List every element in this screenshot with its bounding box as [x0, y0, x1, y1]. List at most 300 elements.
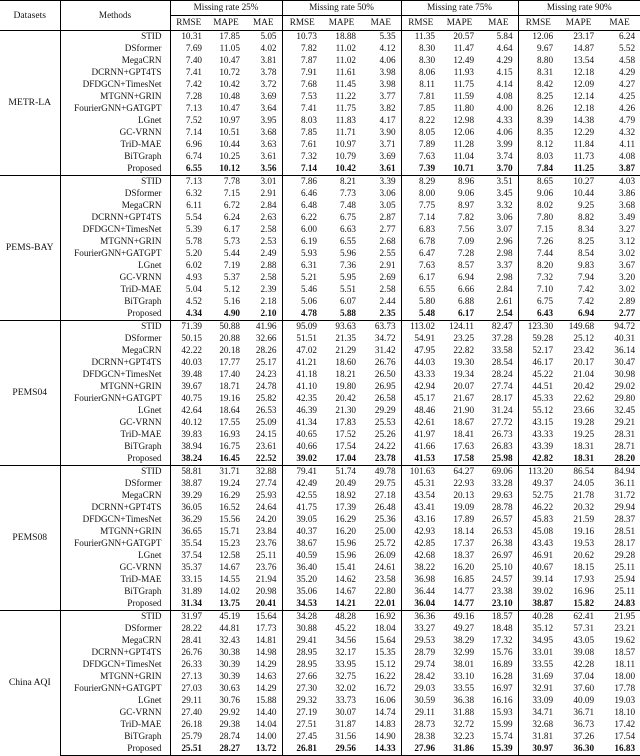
- metric-value: 7.28: [185, 91, 202, 102]
- metric-value: 3.98: [361, 67, 401, 79]
- metric-value: 36.36: [401, 611, 440, 624]
- metric-value: 43.33: [532, 429, 554, 440]
- metric-value: 39.83: [181, 429, 202, 440]
- metric-value: 33.09: [532, 695, 554, 706]
- metric-value: 41.66: [414, 441, 436, 452]
- metric-value: 2.18: [245, 296, 282, 308]
- metric-value: 19.03: [614, 695, 636, 706]
- metric-value: 36.98: [414, 574, 436, 585]
- method-name: Proposed: [60, 598, 170, 611]
- metric-value: 17.58: [453, 453, 475, 464]
- metric-value: 6.11: [186, 200, 202, 211]
- metric-value: 17.39: [335, 502, 357, 513]
- method-name: MegaCRN: [60, 55, 170, 67]
- metric-value: 30.88: [296, 623, 318, 634]
- metric-value: 59.28: [532, 333, 554, 344]
- metric-header: MAPE: [207, 16, 245, 31]
- metric-value: 36.29: [181, 514, 202, 525]
- metric-value: 35.06: [296, 586, 318, 597]
- metric-value: 52.75: [532, 490, 554, 501]
- metric-value: 23.61: [245, 441, 282, 453]
- metric-value: 10.47: [219, 103, 240, 114]
- metric-value: 36.65: [181, 526, 202, 537]
- metric-value: 51.51: [296, 333, 318, 344]
- metric-value: 25.93: [245, 490, 282, 502]
- metric-value: 4.06: [361, 55, 401, 67]
- metric-value: 2.35: [361, 308, 401, 321]
- metric-value: 22.93: [453, 478, 475, 489]
- metric-value: 33.01: [532, 647, 554, 658]
- metric-value: 13.54: [573, 55, 595, 66]
- metric-value: 42.85: [414, 538, 436, 549]
- table-row: [0, 393, 640, 405]
- table-row: [0, 79, 640, 91]
- metric-value: 8.57: [457, 260, 475, 271]
- table-row: [0, 695, 640, 707]
- metric-value: 11.84: [573, 139, 595, 150]
- metric-value: 3.27: [619, 224, 636, 235]
- metric-value: 20.42: [573, 381, 595, 392]
- metric-value: 7.42: [577, 296, 595, 307]
- metric-value: 18.57: [479, 611, 518, 624]
- metric-value: 25.98: [479, 453, 518, 466]
- metric-value: 11.61: [335, 67, 357, 78]
- table-row: [0, 623, 640, 635]
- metric-value: 29.02: [614, 381, 636, 392]
- metric-value: 14.63: [245, 671, 282, 683]
- metric-value: 27.03: [181, 683, 202, 694]
- metric-value: 17.54: [614, 731, 636, 742]
- metric-value: 46.39: [296, 405, 318, 416]
- metric-value: 6.55: [418, 284, 436, 295]
- metric-value: 45.83: [532, 514, 554, 525]
- metric-value: 95.09: [282, 321, 322, 334]
- metric-value: 6.47: [418, 248, 436, 259]
- metric-value: 18.31: [573, 441, 595, 452]
- metric-value: 9.25: [577, 200, 595, 211]
- metric-value: 15.64: [361, 635, 401, 647]
- table-row: [0, 490, 640, 502]
- metric-value: 3.39: [361, 176, 401, 189]
- metric-value: 36.71: [573, 707, 595, 718]
- metric-value: 7.32: [300, 151, 318, 162]
- metric-header: RMSE: [170, 16, 207, 31]
- metric-value: 40.65: [296, 429, 318, 440]
- metric-value: 3.69: [361, 151, 401, 163]
- metric-value: 11.59: [453, 91, 475, 102]
- metric-value: 5.16: [223, 296, 240, 307]
- metric-value: 40.37: [296, 526, 318, 537]
- metric-value: 27.66: [296, 671, 318, 682]
- metric-value: 29.11: [181, 695, 202, 706]
- metric-value: 8.31: [536, 67, 554, 78]
- metric-value: 39.14: [532, 574, 554, 585]
- method-name: STID: [60, 176, 170, 189]
- metric-value: 6.24: [223, 212, 240, 223]
- metric-value: 79.41: [282, 466, 322, 479]
- metric-value: 35.20: [296, 574, 318, 585]
- metric-value: 16.85: [453, 574, 475, 585]
- metric-value: 37.04: [573, 671, 595, 682]
- metric-value: 15.88: [245, 695, 282, 707]
- metric-value: 42.22: [181, 345, 202, 356]
- metric-value: 46.91: [532, 550, 554, 561]
- metric-value: 8.22: [418, 115, 436, 126]
- metric-value: 25.82: [245, 393, 282, 405]
- metric-value: 18.60: [335, 357, 357, 368]
- metric-value: 25.09: [245, 417, 282, 429]
- metric-value: 20.18: [219, 345, 240, 356]
- metric-value: 6.32: [185, 188, 202, 199]
- metric-value: 4.06: [479, 127, 518, 139]
- metric-value: 7.82: [457, 212, 475, 223]
- metric-value: 17.77: [219, 357, 240, 368]
- metric-value: 45.33: [532, 393, 554, 404]
- metric-value: 18.64: [219, 405, 240, 416]
- metric-value: 15.56: [219, 514, 240, 525]
- metric-value: 2.61: [479, 296, 518, 308]
- metric-value: 22.80: [361, 586, 401, 598]
- metric-value: 35.37: [181, 562, 202, 573]
- table-row: [0, 55, 640, 67]
- metric-value: 7.48: [339, 200, 357, 211]
- metric-header: MAPE: [558, 16, 599, 31]
- metric-value: 7.69: [185, 43, 202, 54]
- metric-value: 18.37: [453, 550, 475, 561]
- metric-value: 6.78: [418, 236, 436, 247]
- metric-value: 7.14: [185, 127, 202, 138]
- metric-value: 6.43: [536, 308, 554, 319]
- metric-value: 38.87: [181, 478, 202, 489]
- metric-value: 34.56: [335, 635, 357, 646]
- metric-value: 33.10: [453, 671, 475, 682]
- metric-value: 21.78: [573, 490, 595, 501]
- metric-value: 12.49: [453, 55, 475, 66]
- table-row: [0, 514, 640, 526]
- metric-value: 14.40: [245, 707, 282, 719]
- table-row: [0, 611, 640, 624]
- metric-value: 31.24: [479, 405, 518, 417]
- metric-value: 21.59: [573, 514, 595, 525]
- metric-value: 18.71: [219, 381, 240, 392]
- metric-value: 6.00: [300, 224, 318, 235]
- metric-value: 27.74: [245, 478, 282, 490]
- rate-group-header: Missing rate 50%: [282, 1, 401, 16]
- metric-value: 22.82: [453, 345, 475, 356]
- metric-value: 24.78: [245, 381, 282, 393]
- method-name: LGnet: [60, 260, 170, 272]
- method-name: FourierGNN+GATGPT: [60, 683, 170, 695]
- metric-value: 113.02: [401, 321, 440, 334]
- metric-value: 29.74: [414, 659, 436, 670]
- metric-value: 6.94: [577, 308, 595, 319]
- metric-value: 7.82: [300, 43, 318, 54]
- method-name: FourierGNN+GATGPT: [60, 393, 170, 405]
- method-name: TriD-MAE: [60, 719, 170, 731]
- metric-value: 6.07: [339, 296, 357, 307]
- metric-value: 8.35: [536, 127, 554, 138]
- metric-value: 6.83: [418, 224, 436, 235]
- dataset-name: PEMS08: [0, 466, 60, 611]
- metric-value: 7.61: [300, 139, 318, 150]
- metric-value: 23.38: [479, 586, 518, 598]
- metric-value: 6.24: [619, 31, 636, 42]
- metric-value: 7.13: [170, 176, 207, 189]
- metric-value: 2.91: [245, 188, 282, 200]
- metric-value: 18.04: [361, 623, 401, 635]
- metric-value: 42.28: [573, 659, 595, 670]
- method-name: DFDGCN+TimesNet: [60, 224, 170, 236]
- method-name: STID: [60, 321, 170, 334]
- metric-header: MAPE: [322, 16, 361, 31]
- metric-value: 33.73: [335, 695, 357, 706]
- metric-value: 3.37: [479, 260, 518, 272]
- metric-value: 16.45: [219, 453, 240, 464]
- metric-value: 52.17: [532, 345, 554, 356]
- metric-value: 3.32: [479, 200, 518, 212]
- metric-value: 24.64: [245, 502, 282, 514]
- metric-value: 43.33: [414, 369, 436, 380]
- methods-header: Methods: [60, 1, 170, 31]
- metric-value: 3.67: [619, 260, 636, 271]
- method-name: TriD-MAE: [60, 574, 170, 586]
- metric-value: 41.96: [245, 321, 282, 334]
- metric-value: 32.45: [614, 405, 636, 416]
- metric-value: 11.75: [453, 79, 475, 90]
- metric-value: 40.75: [181, 393, 202, 404]
- metric-value: 2.88: [245, 260, 282, 272]
- metric-value: 42.93: [414, 526, 436, 537]
- metric-value: 8.06: [418, 67, 436, 78]
- metric-value: 12.98: [453, 115, 475, 126]
- metric-value: 5.06: [300, 296, 318, 307]
- metric-value: 11.93: [453, 67, 475, 78]
- metric-value: 2.69: [361, 272, 401, 284]
- metric-value: 21.29: [335, 345, 357, 356]
- metric-value: 12.18: [573, 67, 595, 78]
- method-name: MegaCRN: [60, 490, 170, 502]
- metric-value: 2.63: [245, 212, 282, 224]
- metric-value: 39.48: [181, 369, 202, 380]
- metric-value: 43.41: [414, 502, 436, 513]
- method-name: LGnet: [60, 115, 170, 127]
- metric-value: 2.53: [245, 236, 282, 248]
- metric-value: 27.74: [479, 381, 518, 393]
- metric-value: 7.15: [223, 188, 240, 199]
- metric-value: 27.96: [401, 743, 440, 756]
- metric-value: 26.58: [361, 393, 401, 405]
- metric-value: 8.21: [322, 176, 361, 189]
- table-row: [0, 176, 640, 189]
- metric-value: 18.31: [573, 453, 595, 464]
- metric-value: 25.11: [245, 550, 282, 562]
- metric-value: 6.55: [185, 163, 202, 174]
- metric-value: 25.11: [614, 562, 636, 573]
- metric-value: 7.53: [300, 91, 318, 102]
- metric-value: 10.47: [219, 55, 240, 66]
- metric-value: 26.33: [181, 659, 202, 670]
- metric-value: 11.05: [219, 43, 240, 54]
- table-row: [0, 731, 640, 743]
- metric-value: 7.14: [300, 163, 318, 174]
- metric-value: 19.09: [453, 502, 475, 513]
- method-name: STID: [60, 466, 170, 479]
- metric-value: 4.58: [619, 55, 636, 66]
- metric-value: 6.63: [339, 224, 357, 235]
- metric-value: 22.52: [245, 453, 282, 466]
- table-row: [0, 236, 640, 248]
- metric-value: 32.72: [453, 719, 475, 730]
- method-name: LGnet: [60, 695, 170, 707]
- metric-value: 14.21: [335, 598, 357, 609]
- table-row: [0, 707, 640, 719]
- metric-value: 16.29: [219, 490, 240, 501]
- metric-value: 24.57: [479, 574, 518, 586]
- metric-value: 8.26: [536, 103, 554, 114]
- metric-value: 26.53: [245, 405, 282, 417]
- metric-value: 10.72: [219, 67, 240, 78]
- metric-value: 17.52: [335, 429, 357, 440]
- table-row: [0, 502, 640, 514]
- metric-value: 20.42: [335, 393, 357, 404]
- metric-value: 55.12: [532, 405, 554, 416]
- metric-value: 32.23: [453, 731, 475, 742]
- metric-value: 3.68: [619, 200, 636, 211]
- metric-value: 25.53: [361, 417, 401, 429]
- table-row: [0, 139, 640, 151]
- method-name: Proposed: [60, 453, 170, 466]
- metric-value: 24.15: [245, 429, 282, 441]
- metric-value: 5.84: [479, 31, 518, 44]
- metric-value: 3.87: [619, 163, 636, 174]
- metric-value: 8.25: [577, 236, 595, 247]
- metric-value: 15.41: [335, 562, 357, 573]
- metric-value: 3.99: [479, 139, 518, 151]
- metric-value: 10.27: [558, 176, 599, 189]
- table-row: [0, 200, 640, 212]
- metric-value: 71.39: [170, 321, 207, 334]
- metric-value: 16.83: [599, 743, 640, 756]
- metric-value: 14.74: [361, 707, 401, 719]
- metric-value: 27.19: [296, 707, 318, 718]
- metric-value: 33.27: [414, 623, 436, 634]
- metric-value: 5.44: [223, 248, 240, 259]
- metric-value: 13.75: [219, 598, 240, 609]
- metric-value: 16.52: [219, 502, 240, 513]
- metric-value: 26.83: [479, 441, 518, 453]
- metric-value: 23.58: [361, 574, 401, 586]
- metric-value: 32.02: [335, 683, 357, 694]
- metric-value: 19.30: [453, 357, 475, 368]
- metric-value: 36.30: [558, 743, 599, 756]
- metric-value: 19.24: [219, 478, 240, 489]
- metric-value: 27.30: [296, 683, 318, 694]
- metric-value: 3.68: [245, 127, 282, 139]
- metric-value: 36.11: [614, 478, 636, 489]
- metric-value: 7.42: [577, 284, 595, 295]
- table-row: [0, 296, 640, 308]
- metric-value: 43.54: [414, 490, 436, 501]
- metric-value: 36.04: [414, 598, 436, 609]
- metric-value: 29.03: [414, 683, 436, 694]
- metric-value: 7.56: [457, 224, 475, 235]
- metric-value: 30.76: [219, 695, 240, 706]
- metric-value: 3.49: [619, 212, 636, 223]
- metric-value: 2.89: [619, 296, 636, 307]
- table-row: [0, 163, 640, 176]
- table-row: [0, 441, 640, 453]
- metric-value: 24.05: [573, 478, 595, 489]
- metric-value: 32.88: [245, 466, 282, 479]
- metric-value: 16.22: [361, 671, 401, 683]
- metric-value: 27.18: [361, 490, 401, 502]
- metric-value: 3.51: [479, 176, 518, 189]
- metric-value: 16.29: [335, 514, 357, 525]
- metric-value: 37.26: [573, 731, 595, 742]
- metric-value: 46.22: [532, 502, 554, 513]
- metric-value: 20.49: [335, 478, 357, 489]
- metric-value: 28.17: [479, 393, 518, 405]
- metric-value: 29.80: [614, 393, 636, 404]
- metric-value: 37.54: [181, 550, 202, 561]
- metric-value: 41.34: [296, 417, 318, 428]
- table-row: [0, 345, 640, 357]
- table-row: [0, 67, 640, 79]
- metric-value: 6.75: [536, 296, 554, 307]
- method-name: DCRNN+GPT4TS: [60, 67, 170, 79]
- metric-value: 7.89: [418, 139, 436, 150]
- metric-value: 7.75: [418, 200, 436, 211]
- metric-value: 7.14: [418, 212, 436, 223]
- table-row: [0, 272, 640, 284]
- metric-value: 11.47: [453, 43, 475, 54]
- metric-value: 10.31: [181, 31, 202, 42]
- metric-value: 28.51: [614, 526, 636, 537]
- metric-value: 5.20: [185, 248, 202, 259]
- metric-value: 39.02: [532, 586, 554, 597]
- method-name: DSformer: [60, 623, 170, 635]
- method-name: FourierGNN+GATGPT: [60, 103, 170, 115]
- metric-value: 28.31: [614, 429, 636, 440]
- metric-value: 7.41: [300, 103, 318, 114]
- metric-value: 26.76: [181, 647, 202, 658]
- metric-value: 26.18: [181, 719, 202, 730]
- metric-value: 4.17: [361, 115, 401, 127]
- method-name: TriD-MAE: [60, 284, 170, 296]
- metric-value: 4.27: [619, 79, 636, 90]
- metric-value: 10.44: [219, 139, 240, 150]
- table-row: [0, 526, 640, 538]
- table-row: [0, 586, 640, 598]
- metric-value: 24.83: [614, 598, 636, 609]
- metric-value: 4.25: [619, 91, 636, 102]
- metric-value: 14.87: [573, 43, 595, 54]
- metric-value: 17.63: [453, 441, 475, 452]
- metric-value: 23.25: [453, 333, 475, 344]
- metric-value: 9.06: [536, 188, 554, 199]
- metric-value: 7.41: [185, 67, 202, 78]
- metric-value: 49.16: [440, 611, 479, 624]
- metric-value: 4.64: [479, 43, 518, 55]
- metric-value: 20.88: [219, 333, 240, 344]
- metric-value: 5.12: [223, 284, 240, 295]
- dataset-name: PEMS04: [0, 321, 60, 466]
- metric-value: 20.07: [453, 381, 475, 392]
- metric-value: 6.74: [185, 151, 202, 162]
- metric-value: 28.22: [181, 623, 202, 634]
- metric-value: 19.34: [453, 369, 475, 380]
- metric-value: 5.48: [418, 308, 436, 319]
